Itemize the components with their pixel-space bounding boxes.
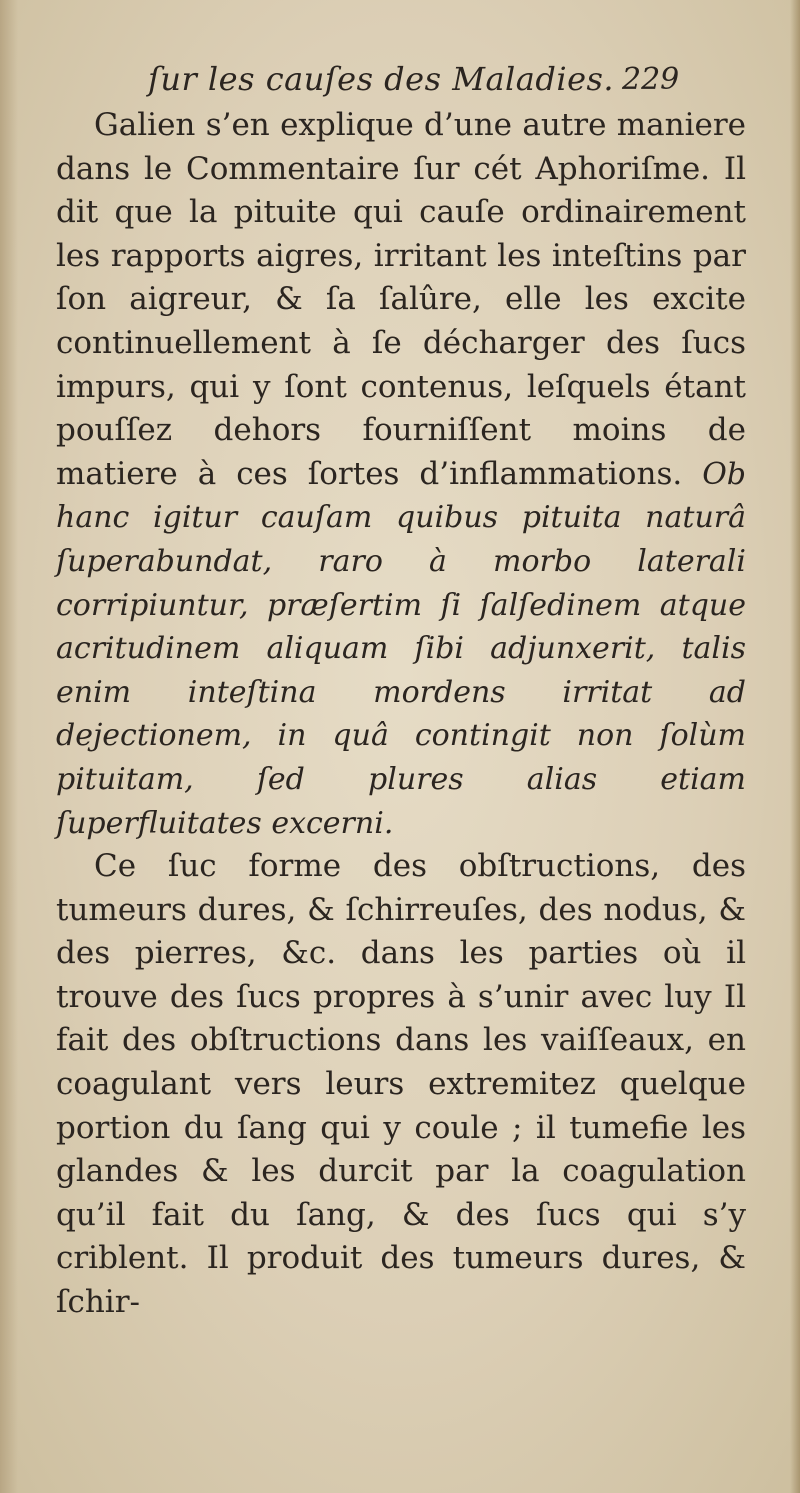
- paragraph: [56, 845, 746, 1325]
- running-head: ſur les cauſes des Maladies.: [148, 60, 615, 98]
- page-edge-shadow-right: [790, 0, 800, 1493]
- paragraph: [56, 104, 746, 845]
- body-text: [56, 104, 746, 1325]
- page-number: 229: [622, 62, 680, 97]
- page-header: [0, 60, 800, 100]
- page-edge-shadow-left: [0, 0, 18, 1493]
- paragraph-french-text: Ce ſuc forme des obſtructions, des tumeurs dures, & ſchirreuſes, des nodus, & des pierres, &c. dans les parties où il trouve des ſucs propres à s’unir avec luy Il fait des obſtructions dans les vaiſſeaux, en coagulant vers leurs extremitez quelque portion du ſang qui y coule ; il tumefie les glandes & les durcit par la coagulation qu’il fait du ſang, & des ſucs qui s’y criblent. Il produit des tumeurs dures, & ſchir-: [56, 848, 746, 1321]
- latin-quotation: Ob hanc igitur cauſam quibus pituita naturâ ſuperabundat, raro à morbo laterali corripiuntur, præſertim ſi ſalſedinem atque acritudinem aliquam ſibi adjunxerit, talis enim inteſtina mordens irritat ad dejectionem, in quâ contingit non ſolùm pituitam, ſed plures alias etiam ſuperfluitates excerni.: [56, 456, 746, 841]
- paragraph-french-text: Galien s’en explique d’une autre maniere dans le Commentaire ſur cét Aphoriſme. Il dit que la pituite qui cauſe ordinairement les rapports aigres, irritant les inteſtins par ſon aigreur, & ſa ſalûre, elle les excite continuellement à ſe décharger des ſucs impurs, qui y ſont contenus, leſquels étant pouſſez dehors fourniſſent moins de matiere à ces ſortes d’inflammations.: [56, 107, 746, 492]
